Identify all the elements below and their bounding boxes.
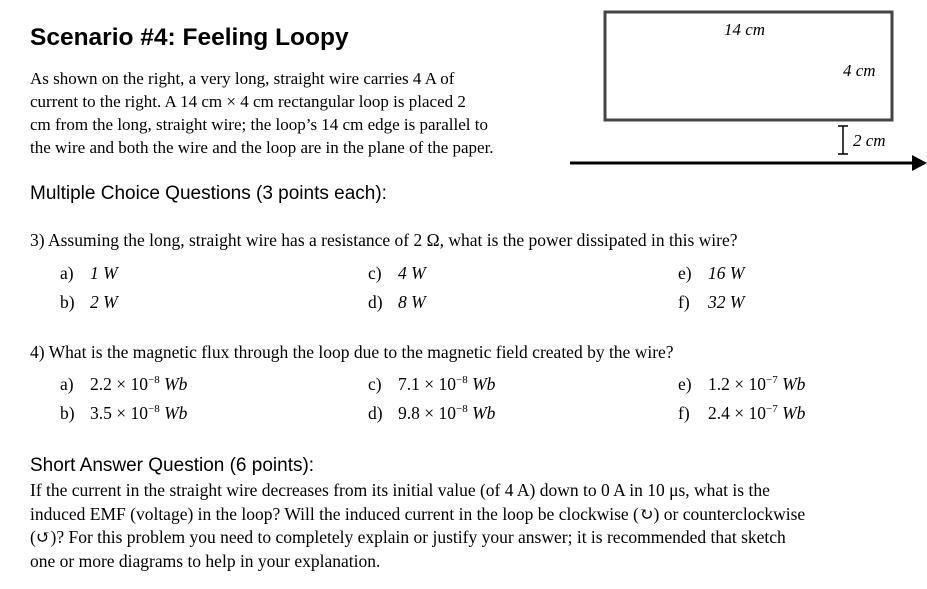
times-ten: × 10 (116, 403, 148, 423)
times-ten: × 10 (424, 374, 456, 394)
unit: Wb (472, 403, 496, 423)
times-ten: × 10 (116, 374, 148, 394)
option-label: f) (678, 292, 690, 312)
question-4-stem: 4) What is the magnetic flux through the loop due to the magnetic field created by the wire? (30, 342, 674, 362)
option-label: e) (678, 263, 692, 283)
intro-line: the wire and both the wire and the loop are in the plane of the paper. (30, 138, 494, 157)
exponent: −8 (148, 374, 160, 386)
option-label: c) (368, 263, 382, 283)
option-text: 8 W (398, 292, 426, 312)
loop-wire-diagram (0, 0, 927, 200)
mantissa: 1.2 (708, 374, 730, 394)
q3-option-b[interactable] (60, 292, 118, 313)
intro-line: current to the right. A 14 cm × 4 cm rectangular loop is placed 2 (30, 92, 466, 111)
loop-width-label: 14 cm (724, 20, 766, 39)
option-label: f) (678, 403, 690, 423)
q3-option-e[interactable] (678, 263, 744, 284)
mantissa: 3.5 (90, 403, 112, 423)
exponent: −8 (456, 374, 468, 386)
times-ten: × 10 (734, 374, 766, 394)
q3-option-d[interactable] (368, 292, 426, 313)
option-label: b) (60, 403, 75, 423)
unit: Wb (472, 374, 496, 394)
q4-option-b[interactable] (60, 403, 187, 424)
current-arrow-icon (912, 155, 927, 171)
times-ten: × 10 (424, 403, 456, 423)
sa-line: If the current in the straight wire decreases from its initial value (of 4 A) down to 0 A in 10 μs, what is the (30, 480, 770, 500)
sa-line: one or more diagrams to help in your explanation. (30, 550, 381, 571)
gap-label: 2 cm (853, 131, 886, 150)
option-text: 1 W (90, 263, 118, 283)
question-3-stem: 3) Assuming the long, straight wire has a resistance of 2 Ω, what is the power dissipated in this wire? (30, 230, 738, 250)
short-answer-heading: Short Answer Question (6 points): (30, 455, 315, 476)
q3-option-c[interactable] (368, 263, 426, 284)
q4-option-a[interactable] (60, 374, 187, 395)
exponent: −8 (148, 403, 160, 415)
intro-line: As shown on the right, a very long, straight wire carries 4 A of (30, 69, 455, 88)
exponent: −7 (766, 403, 778, 415)
mantissa: 2.2 (90, 374, 112, 394)
option-label: a) (60, 263, 74, 283)
option-label: a) (60, 374, 74, 394)
q4-option-c[interactable] (368, 374, 495, 395)
short-answer-question (30, 479, 910, 573)
intro-line: cm from the long, straight wire; the loop’s 14 cm edge is parallel to (30, 115, 488, 134)
option-text: 2 W (90, 292, 118, 312)
q4-option-f[interactable] (678, 403, 805, 424)
option-text: 32 W (708, 292, 745, 312)
option-label: e) (678, 374, 692, 394)
unit: Wb (164, 374, 188, 394)
unit: Wb (782, 403, 806, 423)
mantissa: 7.1 (398, 374, 420, 394)
sa-line: induced EMF (voltage) in the loop? Will the induced current in the loop be clockwise (↻) or counterclockwise (30, 503, 806, 524)
q3-option-a[interactable] (60, 263, 118, 284)
option-label: d) (368, 403, 383, 423)
option-text: 16 W (708, 263, 745, 283)
mantissa: 9.8 (398, 403, 420, 423)
sa-line: (↺)? For this problem you need to completely explain or justify your answer; it is recommended that sketch (30, 527, 786, 547)
option-label: d) (368, 292, 383, 312)
q3-option-f[interactable] (678, 292, 744, 313)
q4-option-e[interactable] (678, 374, 805, 395)
mcq-heading: Multiple Choice Questions (3 points each): (30, 183, 387, 204)
option-text: 4 W (398, 263, 426, 283)
loop-height-label: 4 cm (843, 61, 876, 80)
exponent: −8 (456, 403, 468, 415)
option-label: b) (60, 292, 75, 312)
unit: Wb (782, 374, 806, 394)
option-label: c) (368, 374, 382, 394)
mantissa: 2.4 (708, 403, 730, 423)
unit: Wb (164, 403, 188, 423)
q4-option-d[interactable] (368, 403, 495, 424)
times-ten: × 10 (734, 403, 766, 423)
exponent: −7 (766, 374, 778, 386)
page-title: Scenario #4: Feeling Loopy (30, 24, 349, 51)
